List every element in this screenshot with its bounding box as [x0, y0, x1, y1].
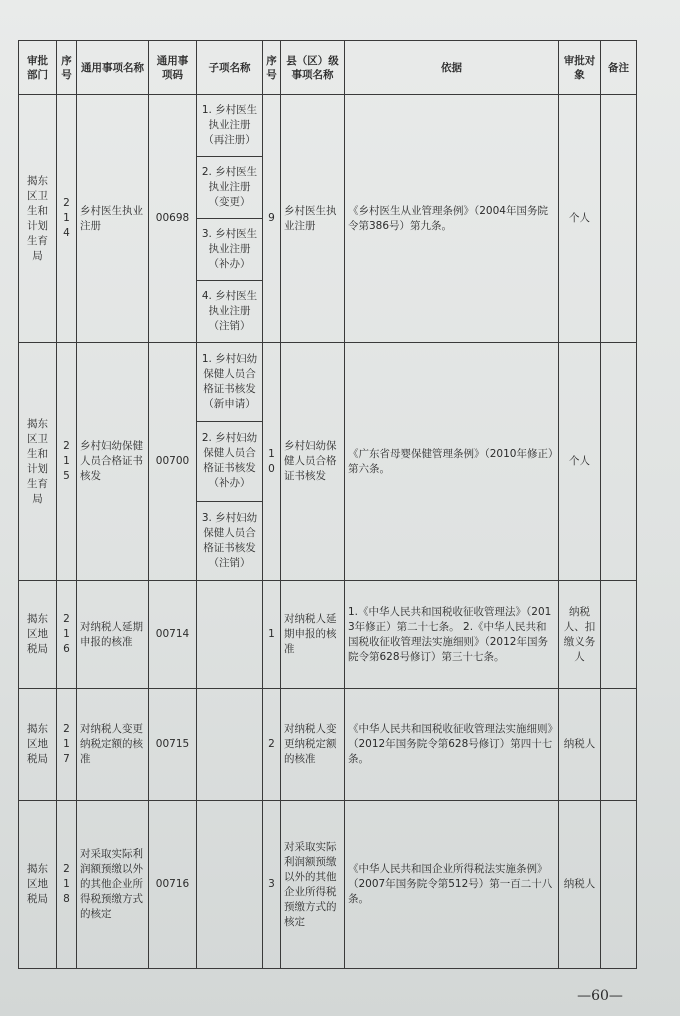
general-name-cell: 乡村妇幼保健人员合格证书核发	[77, 343, 149, 581]
header-general-code: 通用事项码	[149, 41, 197, 95]
header-target: 审批对象	[559, 41, 601, 95]
header-seq2: 序号	[263, 41, 281, 95]
target-cell: 纳税人、扣缴义务人	[559, 581, 601, 689]
code-cell: 00700	[149, 343, 197, 581]
seq-cell: 217	[57, 689, 77, 801]
table-row	[19, 343, 637, 581]
seq-cell: 218	[57, 801, 77, 969]
general-name-cell: 对纳税人变更纳税定额的核准	[77, 689, 149, 801]
sub-item: 4. 乡村医生执业注册（注销）	[201, 290, 258, 332]
header-note: 备注	[601, 41, 637, 95]
header-dept: 审批部门	[19, 41, 57, 95]
dept-cell: 揭东区卫生和计划生育局	[19, 343, 57, 581]
target-cell: 个人	[559, 343, 601, 581]
sub-items-cell	[197, 95, 263, 343]
code-cell: 00716	[149, 801, 197, 969]
note-cell	[601, 801, 637, 969]
county-name-cell: 对纳税人变更纳税定额的核准	[281, 689, 345, 801]
note-cell	[601, 95, 637, 343]
sub-item: 2. 乡村医生执业注册（变更）	[197, 157, 262, 219]
dept-cell: 揭东区地税局	[19, 581, 57, 689]
county-name-cell: 对采取实际利润额预缴以外的其他企业所得税预缴方式的核定	[281, 801, 345, 969]
basis-cell: 《乡村医生从业管理条例》（2004年国务院令第386号）第九条。	[345, 95, 559, 343]
seq2-cell: 3	[263, 801, 281, 969]
sub-item: 3. 乡村医生执业注册（补办）	[197, 219, 262, 281]
target-cell: 纳税人	[559, 689, 601, 801]
table-row	[19, 95, 637, 343]
note-cell	[601, 581, 637, 689]
sub-item: 1. 乡村医生执业注册（再注册）	[197, 95, 262, 157]
general-name-cell: 对纳税人延期申报的核准	[77, 581, 149, 689]
seq-cell: 216	[57, 581, 77, 689]
dept-cell: 揭东区卫生和计划生育局	[19, 95, 57, 343]
basis-cell: 《广东省母婴保健管理条例》（2010年修正）第六条。	[345, 343, 559, 581]
header-seq: 序号	[57, 41, 77, 95]
note-cell	[601, 343, 637, 581]
approval-items-table	[18, 40, 637, 969]
header-sub-name: 子项名称	[197, 41, 263, 95]
header-county-name: 县（区）级事项名称	[281, 41, 345, 95]
table-row	[19, 581, 637, 689]
target-cell: 个人	[559, 95, 601, 343]
sub-items-cell	[197, 801, 263, 969]
code-cell: 00714	[149, 581, 197, 689]
header-basis: 依据	[345, 41, 559, 95]
target-cell: 纳税人	[559, 801, 601, 969]
general-name-cell: 乡村医生执业注册	[77, 95, 149, 343]
sub-items-cell	[197, 581, 263, 689]
page-number: —60—	[577, 988, 623, 1004]
code-cell: 00715	[149, 689, 197, 801]
county-name-cell: 乡村医生执业注册	[281, 95, 345, 343]
sub-items-cell	[197, 689, 263, 801]
county-name-cell: 乡村妇幼保健人员合格证书核发	[281, 343, 345, 581]
basis-cell: 《中华人民共和国税收征收管理法实施细则》（2012年国务院令第628号修订）第四十七条。	[345, 689, 559, 801]
general-name-cell: 对采取实际利润额预缴以外的其他企业所得税预缴方式的核定	[77, 801, 149, 969]
seq2-cell: 10	[263, 343, 281, 581]
basis-cell: 《中华人民共和国企业所得税法实施条例》（2007年国务院令第512号）第一百二十八条。	[345, 801, 559, 969]
table-row	[19, 801, 637, 969]
seq-cell: 215	[57, 343, 77, 581]
basis-cell: 1.《中华人民共和国税收征收管理法》（2013年修正）第二十七条。 2.《中华人民共和国税收征收管理法实施细则》（2012年国务院令第628号修订）第三十七条。	[345, 581, 559, 689]
table-header-row	[19, 41, 637, 95]
note-cell	[601, 689, 637, 801]
sub-item: 1. 乡村妇幼保健人员合格证书核发（新申请）	[197, 343, 262, 422]
table-row	[19, 689, 637, 801]
header-general-name: 通用事项名称	[77, 41, 149, 95]
seq2-cell: 2	[263, 689, 281, 801]
seq2-cell: 1	[263, 581, 281, 689]
dept-cell: 揭东区地税局	[19, 801, 57, 969]
sub-items-cell	[197, 343, 263, 581]
sub-item: 3. 乡村妇幼保健人员合格证书核发（注销）	[201, 511, 258, 569]
county-name-cell: 对纳税人延期申报的核准	[281, 581, 345, 689]
code-cell: 00698	[149, 95, 197, 343]
seq2-cell: 9	[263, 95, 281, 343]
dept-cell: 揭东区地税局	[19, 689, 57, 801]
sub-item: 2. 乡村妇幼保健人员合格证书核发（补办）	[197, 422, 262, 501]
seq-cell: 214	[57, 95, 77, 343]
